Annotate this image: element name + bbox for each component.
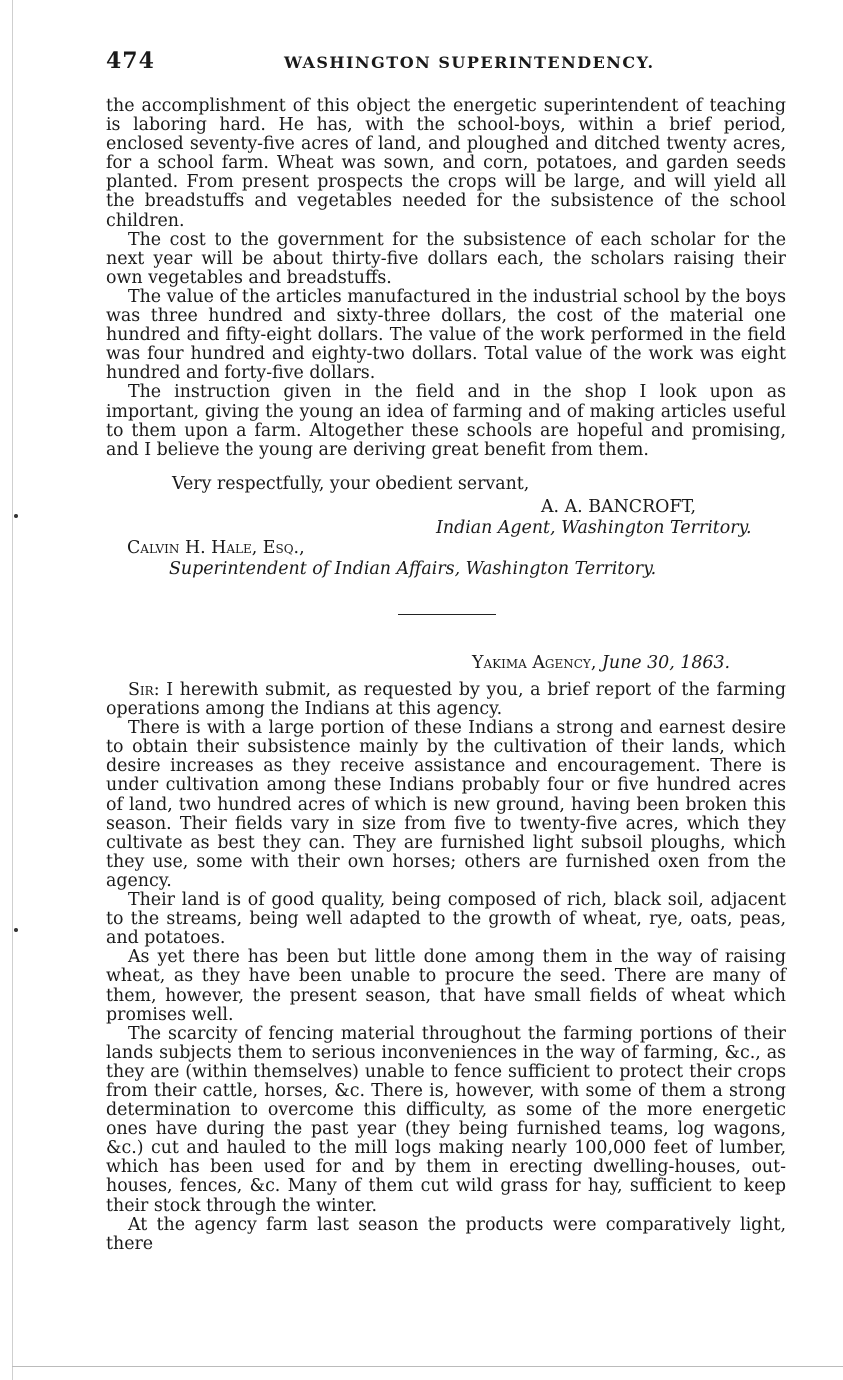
page-header <box>106 48 786 78</box>
paragraph: The instruction given in the field and in the shop I look upon as important, giving the young an idea of farming and of making articles useful to them upon a farm. Altogether these schools are hopeful and promising, and I believe the young are deriving great benefit from them. <box>106 382 786 460</box>
page-number: 474 <box>106 48 155 74</box>
letter-yakima-body <box>106 681 786 1254</box>
addressee-title: Superintendent of Indian Affairs, Washington Territory. <box>169 559 657 579</box>
paragraph: The cost to the government for the subsistence of each scholar for the next year will be about thirty-five dollars each, the scholars raising their own vegetables and breadstuffs. <box>106 229 786 288</box>
paragraph: Their land is of good quality, being composed of rich, black soil, adjacent to the streams, being well adapted to the growth of wheat, rye, oats, peas, and potatoes. <box>106 890 786 949</box>
signer-name: A. A. BANCROFT, <box>541 497 697 517</box>
paragraph-text: I herewith submit, as requested by you, a brief report of the farming operations among the Indians at this agency. <box>106 680 787 720</box>
paragraph: As yet there has been but little done among them in the way of raising wheat, as they have been unable to procure the seed. There are many of them, however, the present season, that have small fields of wheat which promises well. <box>106 947 786 1025</box>
paragraph: the accomplishment of this object the energetic superintendent of teaching is laboring hard. He has, with the school-boys, within a brief period, enclosed seventy-five acres of land, and ploughed and ditched twenty acres, for a school farm. Wheat was sown, and corn, potatoes, and garden seeds planted. From present prospects the crops will be large, and will yield all the breadstuffs and vegetables needed for the subsistence of the school children. <box>106 96 786 231</box>
margin-mark <box>14 514 18 518</box>
paragraph: There is with a large portion of these Indians a strong and earnest desire to obtain their subsistence mainly by the cultivation of their lands, which desire increases as they receive assistance and encouragement. There is under cultivation among these Indians probably four or five hundred acres of land, two hundred acres of which is new ground, having been broken this season. Their fields vary in size from five to twenty-five acres, which they cultivate as best they can. They are furnished light subsoil ploughs, which they use, some with their own horses; others are furnished oxen from the agency. <box>106 718 786 891</box>
letter-bancroft-body <box>106 97 786 460</box>
page-edge-bottom <box>12 1366 843 1367</box>
paragraph: At the agency farm last season the products were comparatively light, there <box>106 1214 786 1254</box>
page-edge-left <box>12 0 13 1380</box>
signer-title: Indian Agent, Washington Territory. <box>436 518 752 538</box>
closing-line: Very respectfully, your obedient servant, <box>172 474 530 494</box>
section-divider <box>398 614 496 615</box>
salutation: Sir: <box>128 680 160 700</box>
dateline-date: June 30, 1863. <box>601 653 731 673</box>
dateline <box>472 653 730 673</box>
paragraph <box>106 681 786 719</box>
dateline-place: Yakima Agency, <box>472 653 597 673</box>
paragraph: The scarcity of fencing material throughout the farming portions of their lands subjects them to serious inconveniences in the way of farming, &c., as they are (within themselves) unable to fence sufficient to protect their crops from their cattle, horses, &c. There is, however, with some of them a strong determination to overcome this difficulty, as some of the more energetic ones have during the past year (they being furnished teams, log wagons, &c.) cut and hauled to the mill logs making nearly 100,000 feet of lumber, which has been used for and by them in erecting dwelling-houses, out-houses, fences, &c. Many of them cut wild grass for hay, sufficient to keep their stock through the winter. <box>106 1023 786 1216</box>
running-title: WASHINGTON SUPERINTENDENCY. <box>284 53 655 72</box>
paragraph: The value of the articles manufactured in the industrial school by the boys was three hundred and sixty-three dollars, the cost of the material one hundred and fifty-eight dollars. The value of the work performed in the field was four hundred and eighty-two dollars. Total value of the work was eight hundred and forty-five dollars. <box>106 286 786 384</box>
addressee-name: Calvin H. Hale, Esq., <box>127 538 305 558</box>
margin-mark <box>14 928 18 932</box>
